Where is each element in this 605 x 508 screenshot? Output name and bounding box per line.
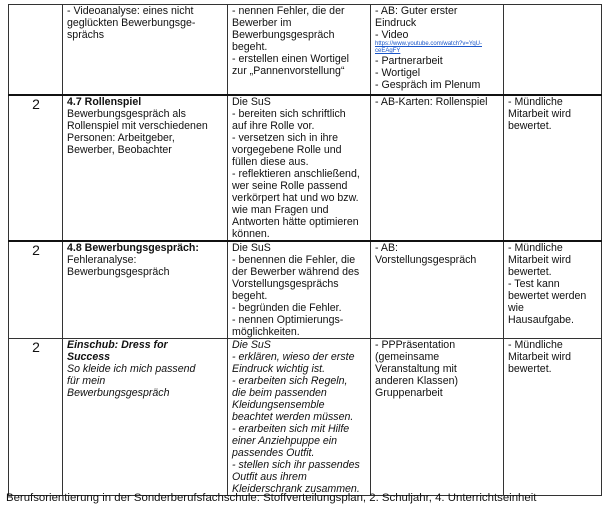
table-row — [9, 95, 602, 241]
topic-cell — [63, 241, 228, 339]
assessment-cell — [504, 5, 602, 95]
topic-text: Fehleranalyse: Bewerbungsgespräch — [67, 253, 170, 278]
topic-cell — [63, 338, 228, 495]
topic-cell — [63, 5, 228, 95]
media-cell — [371, 5, 504, 95]
topic-title: Einschub: Dress for Success — [67, 338, 168, 363]
topic-text: So kleide ich mich passend für mein Bewerbungsgespräch — [67, 362, 196, 399]
topic-text: Bewerbungsgespräch als Rollenspiel mit verschiedenen Personen: Arbeitgeber, Bewerber, Beobachter — [67, 107, 208, 156]
media-text: - AB: Guter erster Eindruck - Video — [375, 5, 458, 41]
goals-cell: Die SuS - bereiten sich schriftlich auf ihre Rolle vor. - versetzen sich in ihre vorgegebene Rolle und füllen diese aus. - reflektieren anschließend, wer seine Rolle passend verkörpert hat und wo bzw. wie man Fragen und Antworten hätte optimieren können. — [228, 95, 371, 241]
video-link[interactable]: https://www.youtube.com/watch?v=YqU-ceEAgFY — [375, 41, 482, 54]
media-text-after: - Partnerarbeit - Wortigel - Gespräch im Plenum — [375, 55, 481, 91]
media-cell: - PPPräsentation (gemeinsame Veranstaltung mit anderen Klassen) Gruppenarbeit — [371, 338, 504, 495]
table-row — [9, 241, 602, 339]
topic-title: 4.8 Bewerbungsgespräch: — [67, 241, 199, 254]
hours-cell: 2 — [9, 241, 63, 339]
table-row — [9, 338, 602, 495]
topic-text: - Videoanalyse: eines nicht geglückten Bewerbungsge- sprächs — [67, 5, 196, 41]
topic-cell — [63, 95, 228, 241]
assessment-cell: - Mündliche Mitarbeit wird bewertet. — [504, 338, 602, 495]
goals-cell: Die SuS - erklären, wieso der erste Eindruck wichtig ist. - erarbeiten sich Regeln, die beim passenden Kleidungsensemble beachtet werden müssen. - erarbeiten sich mit Hilfe einer Anziehpuppe ein passendes Outfit. - stellen sich ihr passendes Outfit aus ihrem Kleiderschrank zusammen. — [228, 338, 371, 495]
goals-cell: Die SuS - benennen die Fehler, die der Bewerber während des Vorstellungsgesprächs begeht. - begründen die Fehler. - nennen Optimierungs- möglichkeiten. — [228, 241, 371, 339]
hours-cell: 2 — [9, 95, 63, 241]
lesson-plan-table — [8, 4, 602, 496]
hours-cell — [9, 5, 63, 95]
table-row — [9, 5, 602, 95]
topic-title: 4.7 Rollenspiel — [67, 95, 142, 108]
goals-cell: - nennen Fehler, die der Bewerber im Bewerbungsgespräch begeht. - erstellen einen Wortigel zur „Pannenvorstellung“ — [228, 5, 371, 95]
media-cell: - AB: Vorstellungsgespräch — [371, 241, 504, 339]
assessment-cell: - Mündliche Mitarbeit wird bewertet. - Test kann bewertet werden wie Hausaufgabe. — [504, 241, 602, 339]
media-cell: - AB-Karten: Rollenspiel — [371, 95, 504, 241]
hours-cell: 2 — [9, 338, 63, 495]
assessment-cell: - Mündliche Mitarbeit wird bewertet. — [504, 95, 602, 241]
page-footer: Berufsorientierung in der Sonderberufsfachschule: Stoffverteilungsplan, 2. Schuljahr, 4. Unterrichtseinheit — [6, 492, 537, 504]
